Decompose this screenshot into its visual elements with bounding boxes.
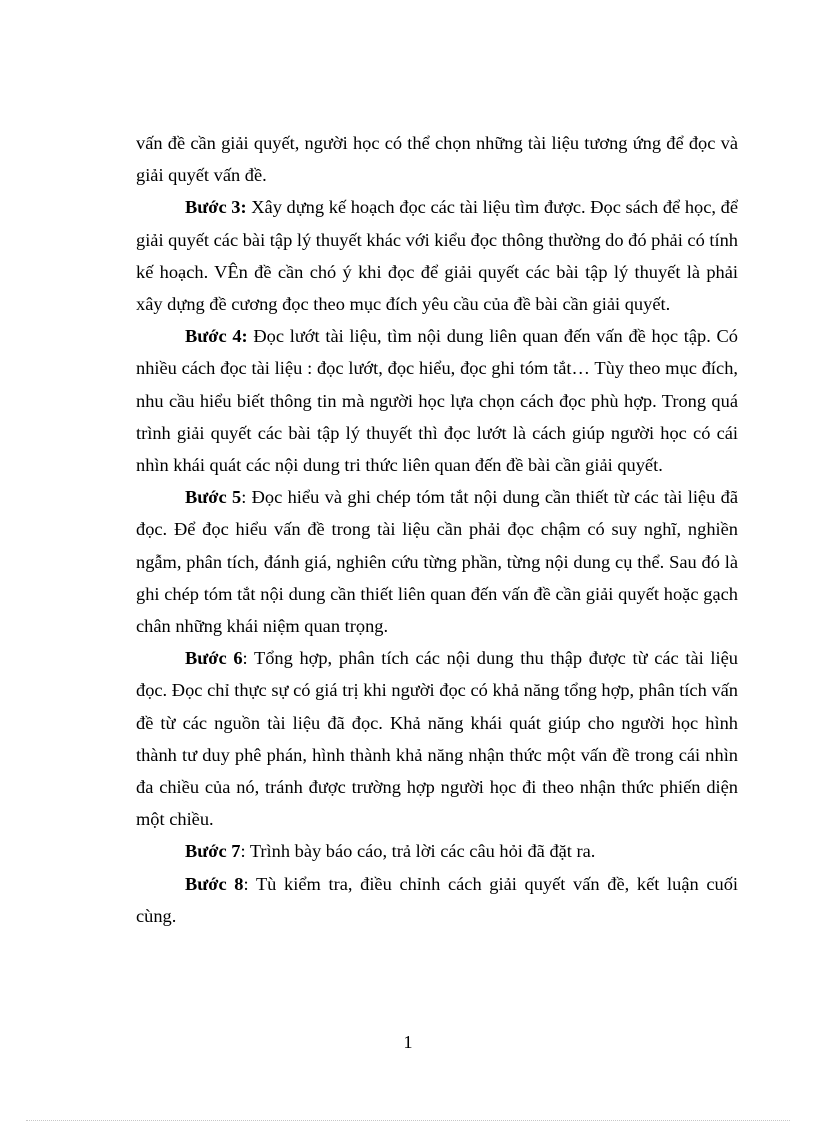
step-3-paragraph [136, 191, 738, 320]
document-body [136, 127, 738, 932]
step-6-paragraph [136, 642, 738, 835]
step-8-text: : Tù kiểm tra, điều chỉnh cách giải quyết vấn đề, kết luận cuối cùng. [136, 873, 738, 926]
page-number: 1 [403, 1032, 413, 1052]
step-4-text: Đọc lướt tài liệu, tìm nội dung liên quan đến vấn đề học tập. Có nhiều cách đọc tài liệu : đọc lướt, đọc hiểu, đọc ghi tóm tắt… Tùy theo mục đích, nhu cầu hiểu biết thông tin mà người học lựa chọn cách đọc phù hợp. Trong quá trình giải quyết các bài tập lý thuyết thì đọc lướt là cách giúp người học có cái nhìn khái quát các nội dung tri thức liên quan đến đề bài cần giải quyết. [136, 326, 738, 476]
step-8-paragraph [136, 868, 738, 932]
step-5-label: Bước 5 [185, 487, 242, 508]
step-4-label: Bước 4: [185, 326, 248, 347]
step-3-label: Bước 3: [185, 197, 247, 218]
step-7-paragraph [136, 835, 738, 867]
step-7-label: Bước 7 [185, 841, 241, 862]
step-5-paragraph [136, 481, 738, 642]
step-8-label: Bước 8 [185, 873, 244, 894]
step-5-text: : Đọc hiểu và ghi chép tóm tắt nội dung cần thiết từ các tài liệu đã đọc. Để đọc hiểu vấn đề trong tài liệu cần phải đọc chậm có suy nghĩ, nghiền ngẫm, phân tích, đánh giá, nghiên cứu từng phần, từng nội dung cụ thể. Sau đó là ghi chép tóm tắt nội dung cần thiết liên quan đến vấn đề cần giải quyết hoặc gạch chân những khái niệm quan trọng. [136, 487, 738, 637]
continuation-paragraph: vấn đề cần giải quyết, người học có thể chọn những tài liệu tương ứng để đọc và giải quyết vấn đề. [136, 133, 738, 186]
step-6-label: Bước 6 [185, 648, 243, 669]
step-6-text: : Tổng hợp, phân tích các nội dung thu thập được từ các tài liệu đọc. Đọc chỉ thực sự có giá trị khi người đọc có khả năng tổng hợp, phân tích vấn đề từ các nguồn tài liệu đã đọc. Khả năng khái quát giúp cho người học hình thành tư duy phê phán, hình thành khả năng nhận thức một vấn đề trong cái nhìn đa chiều của nó, tránh được trường hợp người học đi theo nhận thức phiến diện một chiều. [136, 648, 738, 830]
step-3-text: Xây dựng kế hoạch đọc các tài liệu tìm được. Đọc sách để học, để giải quyết các bài tập lý thuyết khác với kiểu đọc thông thường do đó phải có tính kế hoạch. VÊn đề cần chó ý khi đọc để giải quyết các bài tập lý thuyết là phải xây dựng đề cương đọc theo mục đích yêu cầu của đề bài cần giải quyết. [136, 197, 738, 315]
step-7-text: : Trình bày báo cáo, trả lời các câu hỏi đã đặt ra. [240, 841, 596, 862]
step-4-paragraph [136, 320, 738, 481]
page-bottom-divider [26, 1120, 790, 1121]
